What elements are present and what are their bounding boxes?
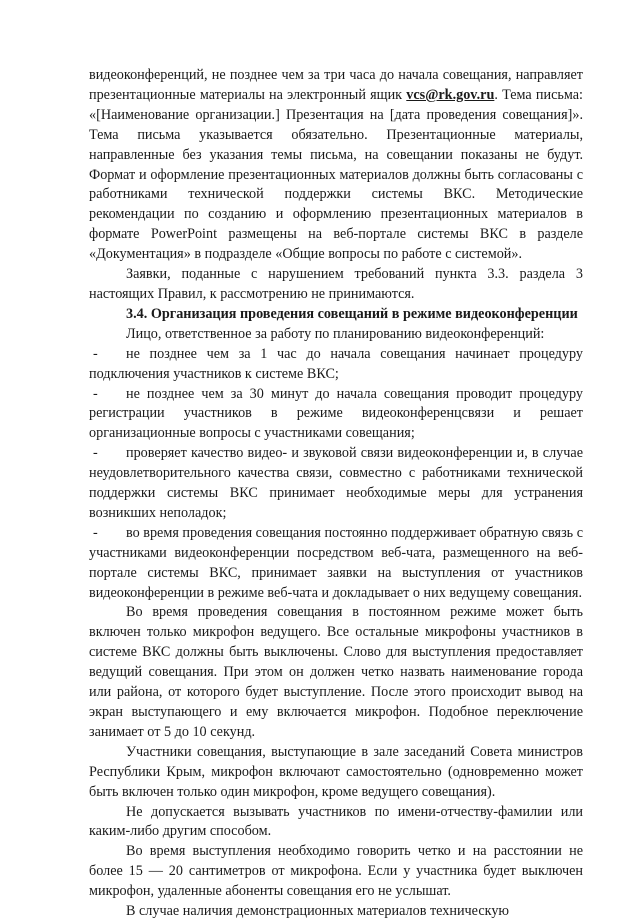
- paragraph-requests: Заявки, поданные с нарушением требований пункта 3.3. раздела 3 настоящих Правил, к рассмотрению не принимаются.: [89, 266, 583, 302]
- list-item: [89, 385, 583, 445]
- paragraph-speaking: Во время выступления необходимо говорить четко и на расстоянии не более 15 — 20 сантиметров от микрофона. Если у участника будет выключен микрофон, удаленные абоненты совещания его не услышат.: [89, 843, 583, 900]
- paragraph-text: . Тема письма: «[Наименование организации.] Презентация на [дата проведения совещания]». Тема письма указывается обязательно. Презентационные материалы, направленные без указания темы письма, на совещании показаны не будут. Формат и оформление презентационных материалов должны быть согласованы с работниками технической поддержки системы ВКС. Методические рекомендации по созданию и оформлению презентационных материалов в формате PowerPoint размещены на веб-портале системы ВКС в разделе «Документация» в подразделе «Общие вопросы по работе с системой».: [89, 86, 583, 263]
- section-heading: 3.4. Организация проведения совещаний в режиме видеоконференции: [126, 305, 578, 322]
- list-item-text: не позднее чем за 1 час до начала совещания начинает процедуру подключения участников к системе ВКС;: [89, 345, 583, 382]
- paragraph-responsible-person: Лицо, ответственное за работу по планированию видеоконференций:: [126, 325, 545, 342]
- list-item: [89, 444, 583, 524]
- list-item-text: не позднее чем за 30 минут до начала совещания проводит процедуру регистрации участников в режиме видеоконференцсвязи и решает организационные вопросы с участниками совещания;: [89, 385, 583, 442]
- paragraph-microphone: Во время проведения совещания в постоянном режиме может быть включен только микрофон ведущего. Все остальные микрофоны участников в системе ВКС должны быть выключены. Слово для выступления предоставляет ведущий совещания. При этом он должен четко назвать наименование города или района, от которого будет выступление. После этого происходит вывод на экран выступающего и ему включается микрофон. Подобное переключение занимает от 5 до 10 секунд.: [89, 604, 583, 740]
- paragraph-participants: Участники совещания, выступающие в зале заседаний Совета министров Республики Крым, микрофон включают самостоятельно (одновременно может быть включен только один микрофон, кроме ведущего совещания).: [89, 743, 583, 800]
- list-item-text: во время проведения совещания постоянно поддерживает обратную связь с участниками видеоконференции посредством веб-чата, размещенного на веб-портале системы ВКС, принимает заявки на выступления от участников видеоконференции в режиме веб-чата и докладывает о них ведущему совещания.: [89, 524, 583, 601]
- email-link[interactable]: vcs@rk.gov.ru: [406, 86, 495, 103]
- paragraph-text: видеоконференций, не позднее чем за три часа до начала совещания, направляет презентационные материалы на электронный ящик: [89, 67, 583, 103]
- paragraph-presentation-materials: [89, 66, 583, 265]
- bullet-dash: -: [93, 445, 98, 462]
- paragraph-calling: Не допускается вызывать участников по имени-отчеству-фамилии или каким-либо другим способом.: [89, 803, 583, 840]
- list-item-text: проверяет качество видео- и звуковой связи видеоконференции и, в случае неудовлетворительного качества связи, совместно с работниками технической поддержки системы ВКС принимает необходимые меры для устранения возникших неполадок;: [89, 445, 583, 521]
- list-item: [89, 524, 583, 604]
- document-body: [89, 66, 583, 922]
- bullet-dash: -: [93, 524, 98, 541]
- list-item: [89, 345, 583, 385]
- paragraph-demonstration: В случае наличия демонстрационных материалов техническую: [126, 903, 510, 920]
- bullet-dash: -: [93, 345, 98, 362]
- bullet-dash: -: [93, 385, 98, 402]
